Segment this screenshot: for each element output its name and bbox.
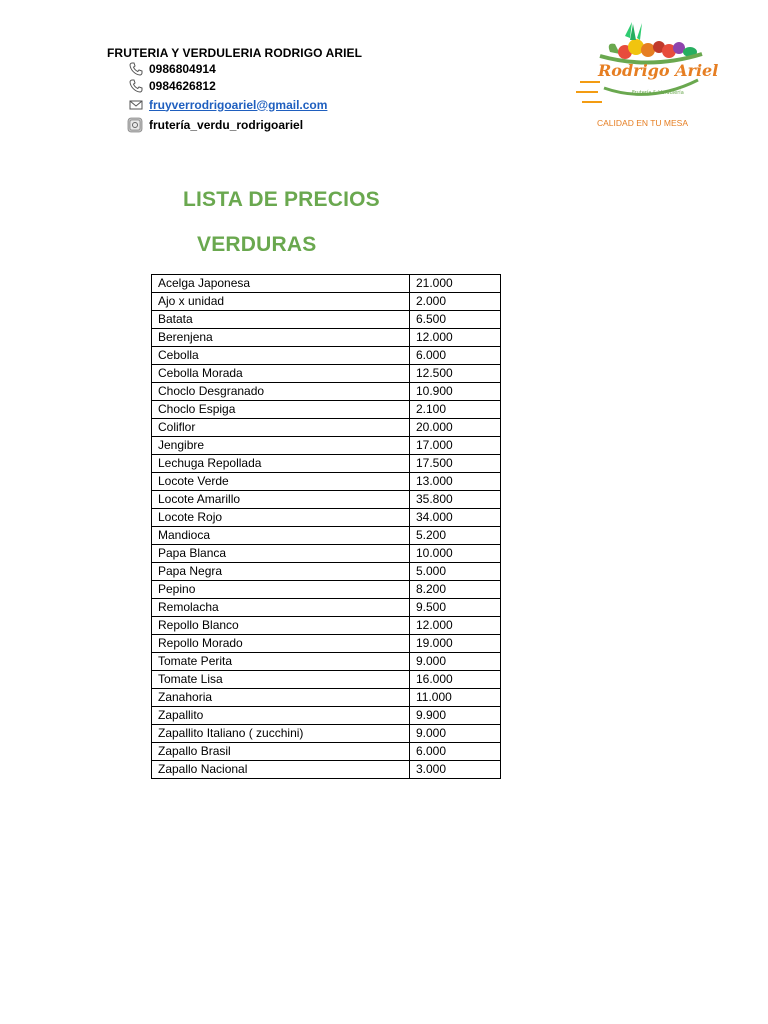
product-price: 34.000: [410, 509, 501, 527]
table-row: [152, 473, 501, 491]
product-name: Zapallito Italiano ( zucchini): [152, 725, 410, 743]
table-row: [152, 761, 501, 779]
product-name: Locote Verde: [152, 473, 410, 491]
product-name: Choclo Desgranado: [152, 383, 410, 401]
product-name: Locote Rojo: [152, 509, 410, 527]
product-price: 10.000: [410, 545, 501, 563]
product-name: Zapallo Nacional: [152, 761, 410, 779]
product-price: 6.500: [410, 311, 501, 329]
product-name: Lechuga Repollada: [152, 455, 410, 473]
product-name: Cebolla Morada: [152, 365, 410, 383]
table-row: [152, 563, 501, 581]
table-row: [152, 509, 501, 527]
logo-name: Rodrigo Ariel: [598, 61, 719, 80]
envelope-icon: [129, 98, 143, 112]
table-row: [152, 455, 501, 473]
table-row: [152, 293, 501, 311]
product-name: Locote Amarillo: [152, 491, 410, 509]
phone-row-1: [107, 60, 362, 77]
company-logo: [570, 14, 720, 139]
table-row: [152, 581, 501, 599]
product-price: 35.800: [410, 491, 501, 509]
product-name: Coliflor: [152, 419, 410, 437]
product-name: Papa Blanca: [152, 545, 410, 563]
product-price: 17.500: [410, 455, 501, 473]
product-name: Zapallo Brasil: [152, 743, 410, 761]
table-row: [152, 329, 501, 347]
phone-number-1: 0986804914: [149, 61, 216, 76]
table-row: [152, 725, 501, 743]
product-price: 19.000: [410, 635, 501, 653]
product-name: Repollo Blanco: [152, 617, 410, 635]
table-row: [152, 689, 501, 707]
email-row: [107, 96, 362, 113]
product-name: Berenjena: [152, 329, 410, 347]
table-row: [152, 527, 501, 545]
product-name: Ajo x unidad: [152, 293, 410, 311]
product-price: 6.000: [410, 347, 501, 365]
product-name: Zanahoria: [152, 689, 410, 707]
table-row: [152, 617, 501, 635]
product-name: Acelga Japonesa: [152, 275, 410, 293]
table-row: [152, 383, 501, 401]
phone-icon: [129, 62, 143, 76]
product-price: 8.200: [410, 581, 501, 599]
product-name: Batata: [152, 311, 410, 329]
product-name: Pepino: [152, 581, 410, 599]
product-price: 21.000: [410, 275, 501, 293]
table-row: [152, 365, 501, 383]
fruit-basket-icon: [600, 22, 702, 63]
instagram-icon: [127, 117, 143, 133]
product-price: 11.000: [410, 689, 501, 707]
product-price: 12.000: [410, 617, 501, 635]
product-price: 9.000: [410, 725, 501, 743]
table-row: [152, 401, 501, 419]
product-price: 17.000: [410, 437, 501, 455]
logo-slogan: CALIDAD EN TU MESA: [597, 118, 689, 128]
phone-row-2: [107, 77, 362, 94]
product-name: Zapallito: [152, 707, 410, 725]
product-price: 5.200: [410, 527, 501, 545]
product-price: 6.000: [410, 743, 501, 761]
product-name: Tomate Lisa: [152, 671, 410, 689]
table-row: [152, 707, 501, 725]
table-row: [152, 671, 501, 689]
product-price: 16.000: [410, 671, 501, 689]
page-title: LISTA DE PRECIOS: [183, 188, 380, 211]
product-price: 5.000: [410, 563, 501, 581]
table-row: [152, 437, 501, 455]
header: [107, 46, 362, 133]
product-price: 3.000: [410, 761, 501, 779]
product-price: 13.000: [410, 473, 501, 491]
product-name: Cebolla: [152, 347, 410, 365]
logo-tagline: Frutería & Verdulería: [632, 90, 684, 96]
product-price: 9.900: [410, 707, 501, 725]
email-link[interactable]: fruyverrodrigoariel@gmail.com: [149, 97, 328, 112]
product-price: 9.000: [410, 653, 501, 671]
table-row: [152, 419, 501, 437]
phone-number-2: 0984626812: [149, 78, 216, 93]
product-name: Choclo Espiga: [152, 401, 410, 419]
product-price: 2.000: [410, 293, 501, 311]
product-price: 2.100: [410, 401, 501, 419]
section-title: VERDURAS: [197, 233, 317, 256]
product-price: 12.000: [410, 329, 501, 347]
instagram-handle: frutería_verdu_rodrigoariel: [149, 117, 304, 132]
product-name: Remolacha: [152, 599, 410, 617]
table-row: [152, 275, 501, 293]
product-name: Papa Negra: [152, 563, 410, 581]
product-name: Tomate Perita: [152, 653, 410, 671]
table-row: [152, 599, 501, 617]
product-price: 10.900: [410, 383, 501, 401]
table-row: [152, 491, 501, 509]
phone-icon: [129, 79, 143, 93]
product-price: 20.000: [410, 419, 501, 437]
table-row: [152, 635, 501, 653]
instagram-row: [107, 116, 362, 133]
table-row: [152, 311, 501, 329]
business-name: FRUTERIA Y VERDULERIA RODRIGO ARIEL: [107, 46, 363, 60]
product-price: 9.500: [410, 599, 501, 617]
product-name: Jengibre: [152, 437, 410, 455]
table-row: [152, 545, 501, 563]
product-name: Mandioca: [152, 527, 410, 545]
table-row: [152, 347, 501, 365]
table-row: [152, 743, 501, 761]
product-price: 12.500: [410, 365, 501, 383]
table-row: [152, 653, 501, 671]
price-table: [151, 274, 501, 779]
product-name: Repollo Morado: [152, 635, 410, 653]
